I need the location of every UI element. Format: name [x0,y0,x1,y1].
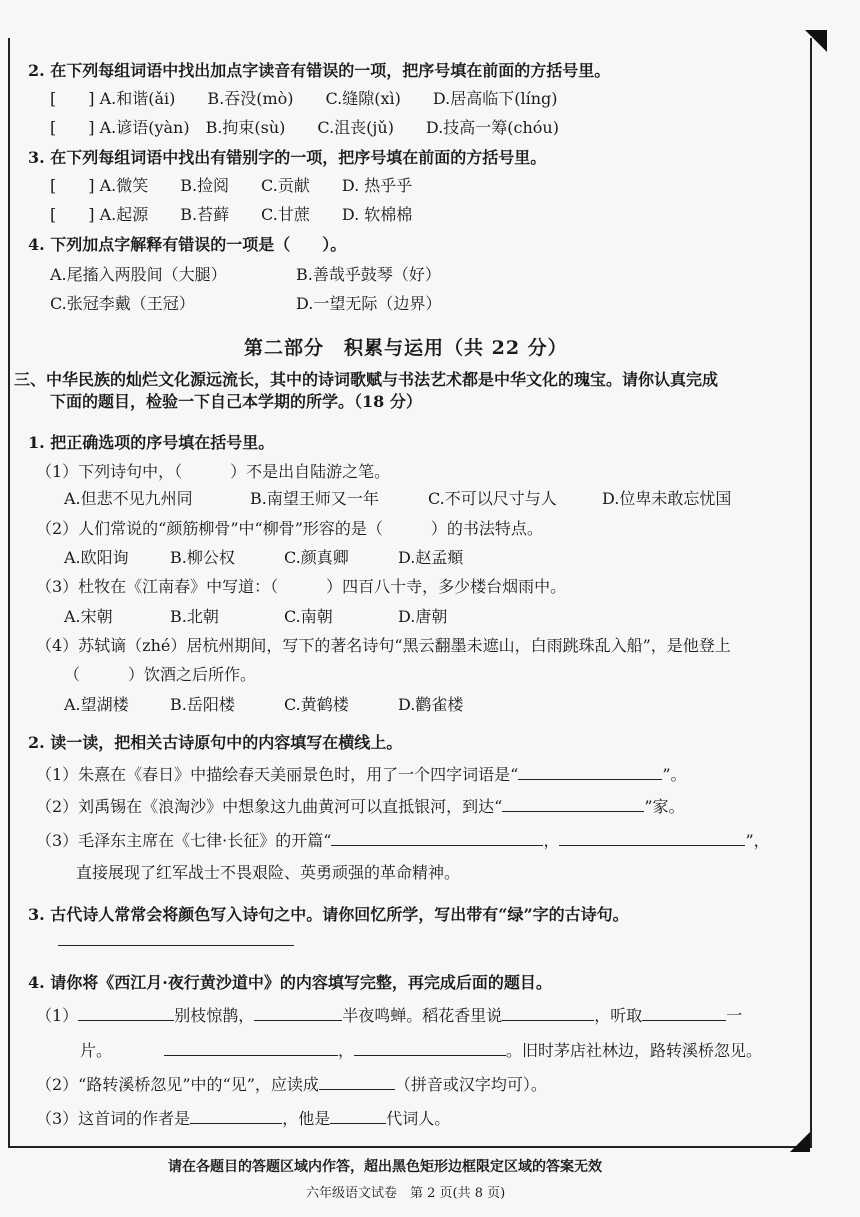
question-4-option-c: C.张冠李戴（王冠） [50,294,195,313]
q2-3-line [36,828,770,851]
q4-1-text-7: 。旧时茅店社林边，路转溪桥忽见。 [506,1041,763,1060]
q2-1-text-end: ”。 [662,765,687,784]
q2-3-answer-blank-2[interactable] [559,831,745,846]
question-4-title: 4. 下列加点字解释有错误的一项是（ ）。 [28,235,347,254]
q1-3-option-b: B.北朝 [170,607,219,626]
q2-2-text: （2）刘禹锡在《浪淘沙》中想象这九曲黄河可以直抵银河，到达“ [36,797,503,816]
question-4-option-d: D.一望无际（边界） [296,294,442,313]
q4-1-blank-6[interactable] [354,1041,506,1056]
q2-3-line-2: 直接展现了红军战士不畏艰险、英勇顽强的革命精神。 [76,863,461,882]
q1-2-option-c: C.颜真卿 [284,548,349,567]
q1-2-option-b: B.柳公权 [170,548,235,567]
q1-4-option-d: D.鹳雀楼 [398,695,464,714]
q1-4-stem-line-2: （ ）饮酒之后所作。 [64,665,257,684]
q1-3-stem: （3）杜牧在《江南春》中写道：（ ）四百八十寺，多少楼台烟雨中。 [36,577,567,596]
q4-3-line [36,1106,450,1129]
question-3-row-2: [ ] A.起源 B.苔藓 C.甘蔗 D. 软棉棉 [50,205,413,224]
part2-question-4-title: 4. 请你将《西江月·夜行黄沙道中》的内容填写完整，再完成后面的题目。 [28,973,552,992]
q4-2-answer-blank[interactable] [319,1075,395,1090]
q4-1-text-2: 半夜鸣蝉。稻花香里说 [342,1006,503,1025]
q4-3-answer-blank-2[interactable] [330,1109,386,1124]
q4-3-text-2: ，他是 [282,1109,331,1128]
q1-1-option-d: D.位卑未敢忘忧国 [602,489,732,508]
q4-1-blank-3[interactable] [502,1006,594,1021]
q1-3-option-d: D.唐朝 [398,607,448,626]
q4-1-text-1: 别枝惊鹊， [174,1006,255,1025]
question-4-option-a: A.尾搐入两股间（大腿） [50,265,227,284]
q1-4-stem-line-1: （4）苏轼谪（zhé）居杭州期间，写下的著名诗句“黑云翻墨未遮山，白雨跳珠乱入船”，是他登上 [36,636,731,655]
q1-4-option-b: B.岳阳楼 [170,695,235,714]
q4-2-text: （2）“路转溪桥忽见”中的“见”，应读成 [36,1075,319,1094]
q4-2-text-end: （拼音或汉字均可）。 [394,1075,547,1094]
question-2-row-1: [ ] A.和谐(ǎi) B.吞没(mò) C.缝隙(xì) D.居高临下(líng) [50,89,558,108]
q4-3-text: （3）这首词的作者是 [36,1109,191,1128]
q1-2-stem: （2）人们常说的“颜筋柳骨”中“柳骨”形容的是（ ）的书法特点。 [36,519,543,538]
q2-3-comma: ， [543,831,560,850]
q4-1-blank-1[interactable] [78,1006,174,1021]
q4-1-text-6: ， [338,1041,355,1060]
q4-1-line-1 [36,1003,742,1026]
section-heading: 第二部分 积累与运用（共 22 分） [244,337,568,359]
q2-2-line [36,794,685,817]
q2-2-answer-blank[interactable] [502,797,644,812]
q2-3-text: （3）毛泽东主席在《七律·长征》的开篇“ [36,831,332,850]
part2-question-3-title: 3. 古代诗人常常会将颜色写入诗句之中。请你回忆所学，写出带有“绿”字的古诗句。 [28,905,629,924]
q2-3-answer-blank-1[interactable] [331,831,543,846]
q4-1-text-5: 片。 [80,1041,113,1060]
q1-1-option-c: C.不可以尺寸与人 [428,489,557,508]
q2-1-line [36,762,687,785]
q1-1-stem: （1）下列诗句中，（ ）不是出自陆游之笔。 [36,462,391,481]
q1-1-option-a: A.但悲不见九州同 [64,489,193,508]
q3-answer-line[interactable] [58,945,294,946]
q1-2-option-a: A.欧阳询 [64,548,129,567]
question-3-row-1: [ ] A.微笑 B.捡阅 C.贡献 D. 热乎乎 [50,176,413,195]
question-4-option-b: B.善哉乎鼓琴（好） [296,265,441,284]
q1-3-option-c: C.南朝 [284,607,333,626]
part2-question-1-title: 1. 把正确选项的序号填在括号里。 [28,433,275,452]
q4-2-line [36,1072,547,1095]
footer-notice: 请在各题目的答题区域内作答，超出黑色矩形边框限定区域的答案无效 [168,1159,602,1175]
q2-2-text-end: ”家。 [644,797,685,816]
page-number: 六年级语文试卷 第 2 页(共 8 页) [306,1186,506,1201]
q4-3-answer-blank-1[interactable] [190,1109,282,1124]
q1-4-option-c: C.黄鹤楼 [284,695,349,714]
q4-1-blank-5[interactable] [164,1041,338,1056]
corner-mark-bottom [790,1132,810,1152]
q2-3-text-end: ”， [745,831,770,850]
q1-1-option-b: B.南望王师又一年 [250,489,379,508]
question-3-title: 3. 在下列每组词语中找出有错别字的一项，把序号填在前面的方括号里。 [28,148,547,167]
q1-2-option-d: D.赵孟頫 [398,548,464,567]
part2-question-2-title: 2. 读一读，把相关古诗原句中的内容填写在横线上。 [28,733,403,752]
q2-1-answer-blank[interactable] [518,765,662,780]
section-intro-line-1: 三、中华民族的灿烂文化源远流长，其中的诗词歌赋与书法艺术都是中华文化的瑰宝。请你认真完成 [14,370,719,389]
q4-1-blank-4[interactable] [642,1006,726,1021]
corner-mark [805,30,827,52]
q1-3-option-a: A.宋朝 [64,607,113,626]
q1-4-option-a: A.望湖楼 [64,695,129,714]
question-2-row-2: [ ] A.谚语(yàn) B.拘束(sù) C.沮丧(jǔ) D.技高一筹(chóu) [50,118,559,137]
q4-3-text-end: 代词人。 [386,1109,451,1128]
q4-1-label: （1） [36,1006,79,1025]
q4-1-text-4: 一 [726,1006,743,1025]
q4-1-blank-2[interactable] [254,1006,342,1021]
section-intro-line-2: 下面的题目，检验一下自己本学期的所学。（18 分） [50,392,422,411]
question-2-title: 2. 在下列每组词语中找出加点字读音有错误的一项，把序号填在前面的方括号里。 [28,61,611,80]
q4-1-text-3: ，听取 [594,1006,643,1025]
q4-1-line-2 [80,1038,762,1061]
q2-1-text: （1）朱熹在《春日》中描绘春天美丽景色时，用了一个四字词语是“ [36,765,519,784]
